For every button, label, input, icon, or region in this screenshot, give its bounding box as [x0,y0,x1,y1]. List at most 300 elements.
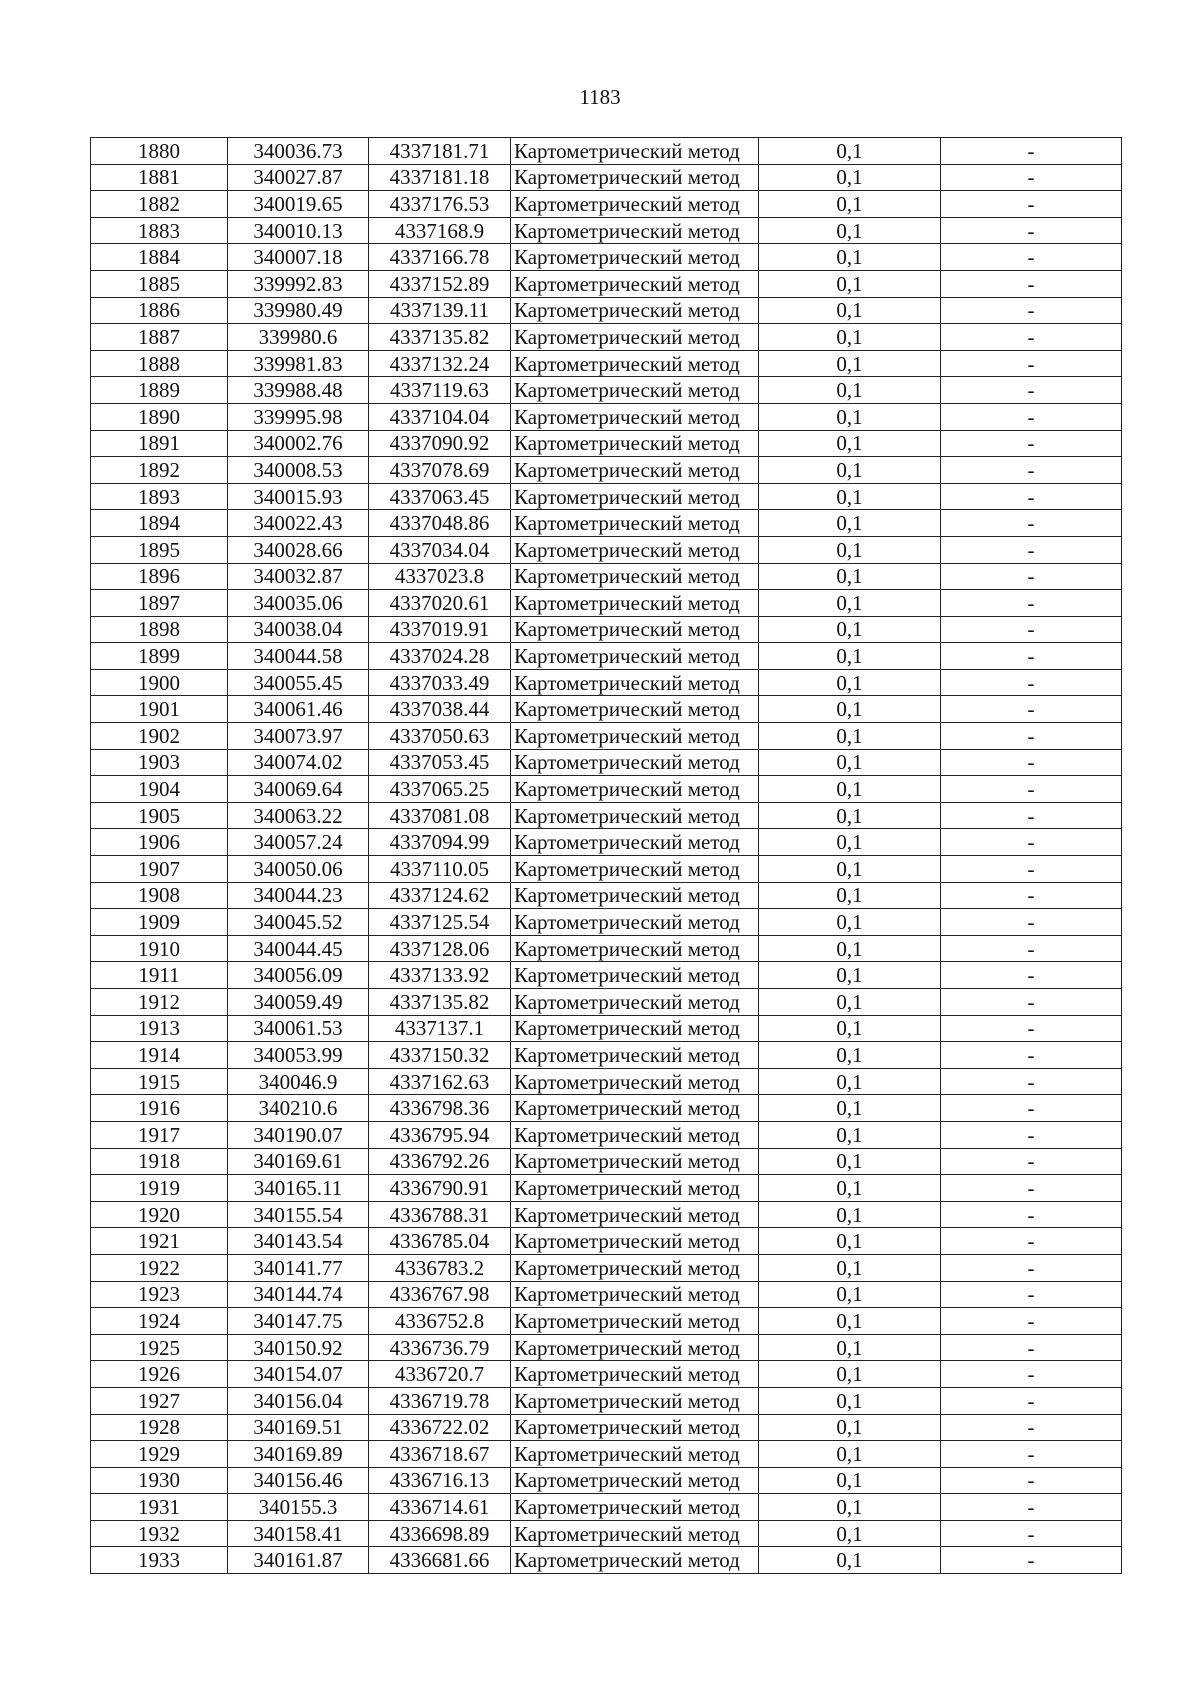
table-row [91,430,1122,457]
table-row [91,669,1122,696]
method-cell: Картометрический метод [511,1121,759,1148]
accuracy-cell: 0,1 [759,1095,941,1122]
table-row [91,217,1122,244]
note-cell: - [941,1547,1122,1574]
note-cell: - [941,882,1122,909]
x-coordinate-cell: 340038.04 [228,616,369,643]
table-row [91,1494,1122,1521]
point-number-cell: 1922 [91,1254,228,1281]
accuracy-cell: 0,1 [759,802,941,829]
method-cell: Картометрический метод [511,244,759,271]
accuracy-cell: 0,1 [759,1361,941,1388]
x-coordinate-cell: 340061.53 [228,1015,369,1042]
accuracy-cell: 0,1 [759,1254,941,1281]
accuracy-cell: 0,1 [759,1414,941,1441]
table-row [91,297,1122,324]
y-coordinate-cell: 4337063.45 [369,483,511,510]
method-cell: Картометрический метод [511,217,759,244]
point-number-cell: 1930 [91,1467,228,1494]
y-coordinate-cell: 4337024.28 [369,643,511,670]
point-number-cell: 1904 [91,776,228,803]
y-coordinate-cell: 4337162.63 [369,1068,511,1095]
point-number-cell: 1890 [91,403,228,430]
y-coordinate-cell: 4336681.66 [369,1547,511,1574]
point-number-cell: 1910 [91,935,228,962]
method-cell: Картометрический метод [511,1254,759,1281]
x-coordinate-cell: 340050.06 [228,856,369,883]
note-cell: - [941,829,1122,856]
point-number-cell: 1882 [91,191,228,218]
point-number-cell: 1881 [91,164,228,191]
table-row [91,138,1122,165]
note-cell: - [941,1228,1122,1255]
y-coordinate-cell: 4337166.78 [369,244,511,271]
x-coordinate-cell: 340156.04 [228,1387,369,1414]
method-cell: Картометрический метод [511,324,759,351]
x-coordinate-cell: 340169.89 [228,1441,369,1468]
method-cell: Картометрический метод [511,536,759,563]
table-row [91,590,1122,617]
note-cell: - [941,164,1122,191]
point-number-cell: 1923 [91,1281,228,1308]
point-number-cell: 1917 [91,1121,228,1148]
accuracy-cell: 0,1 [759,882,941,909]
point-number-cell: 1914 [91,1042,228,1069]
method-cell: Картометрический метод [511,1387,759,1414]
table-row [91,510,1122,537]
x-coordinate-cell: 340169.61 [228,1148,369,1175]
point-number-cell: 1916 [91,1095,228,1122]
accuracy-cell: 0,1 [759,696,941,723]
x-coordinate-cell: 340022.43 [228,510,369,537]
x-coordinate-cell: 340028.66 [228,536,369,563]
table-row [91,1414,1122,1441]
y-coordinate-cell: 4337152.89 [369,270,511,297]
point-number-cell: 1924 [91,1308,228,1335]
method-cell: Картометрический метод [511,191,759,218]
point-number-cell: 1894 [91,510,228,537]
method-cell: Картометрический метод [511,1520,759,1547]
y-coordinate-cell: 4337137.1 [369,1015,511,1042]
method-cell: Картометрический метод [511,669,759,696]
note-cell: - [941,1308,1122,1335]
note-cell: - [941,1334,1122,1361]
method-cell: Картометрический метод [511,776,759,803]
note-cell: - [941,536,1122,563]
method-cell: Картометрический метод [511,1334,759,1361]
y-coordinate-cell: 4337135.82 [369,989,511,1016]
point-number-cell: 1880 [91,138,228,165]
accuracy-cell: 0,1 [759,643,941,670]
y-coordinate-cell: 4337128.06 [369,935,511,962]
point-number-cell: 1928 [91,1414,228,1441]
point-number-cell: 1884 [91,244,228,271]
accuracy-cell: 0,1 [759,1334,941,1361]
note-cell: - [941,324,1122,351]
note-cell: - [941,510,1122,537]
accuracy-cell: 0,1 [759,989,941,1016]
note-cell: - [941,1095,1122,1122]
note-cell: - [941,1148,1122,1175]
y-coordinate-cell: 4337020.61 [369,590,511,617]
table-row [91,1148,1122,1175]
accuracy-cell: 0,1 [759,776,941,803]
x-coordinate-cell: 340143.54 [228,1228,369,1255]
y-coordinate-cell: 4336792.26 [369,1148,511,1175]
y-coordinate-cell: 4336785.04 [369,1228,511,1255]
note-cell: - [941,909,1122,936]
table-row [91,1254,1122,1281]
coordinates-table-body [91,138,1122,1574]
table-row [91,1228,1122,1255]
method-cell: Картометрический метод [511,1175,759,1202]
y-coordinate-cell: 4337150.32 [369,1042,511,1069]
table-row [91,749,1122,776]
x-coordinate-cell: 340155.54 [228,1201,369,1228]
x-coordinate-cell: 340046.9 [228,1068,369,1095]
method-cell: Картометрический метод [511,510,759,537]
point-number-cell: 1909 [91,909,228,936]
point-number-cell: 1899 [91,643,228,670]
x-coordinate-cell: 340210.6 [228,1095,369,1122]
y-coordinate-cell: 4337048.86 [369,510,511,537]
accuracy-cell: 0,1 [759,1547,941,1574]
method-cell: Картометрический метод [511,1042,759,1069]
note-cell: - [941,1520,1122,1547]
method-cell: Картометрический метод [511,350,759,377]
accuracy-cell: 0,1 [759,590,941,617]
method-cell: Картометрический метод [511,483,759,510]
table-row [91,856,1122,883]
y-coordinate-cell: 4337019.91 [369,616,511,643]
note-cell: - [941,1467,1122,1494]
method-cell: Картометрический метод [511,297,759,324]
y-coordinate-cell: 4337181.18 [369,164,511,191]
accuracy-cell: 0,1 [759,1175,941,1202]
x-coordinate-cell: 340056.09 [228,962,369,989]
note-cell: - [941,138,1122,165]
point-number-cell: 1898 [91,616,228,643]
point-number-cell: 1911 [91,962,228,989]
accuracy-cell: 0,1 [759,244,941,271]
table-row [91,324,1122,351]
method-cell: Картометрический метод [511,430,759,457]
note-cell: - [941,669,1122,696]
x-coordinate-cell: 340035.06 [228,590,369,617]
x-coordinate-cell: 339980.49 [228,297,369,324]
y-coordinate-cell: 4336716.13 [369,1467,511,1494]
note-cell: - [941,483,1122,510]
method-cell: Картометрический метод [511,1361,759,1388]
x-coordinate-cell: 339995.98 [228,403,369,430]
accuracy-cell: 0,1 [759,483,941,510]
method-cell: Картометрический метод [511,989,759,1016]
method-cell: Картометрический метод [511,696,759,723]
method-cell: Картометрический метод [511,590,759,617]
y-coordinate-cell: 4337139.11 [369,297,511,324]
table-row [91,244,1122,271]
accuracy-cell: 0,1 [759,829,941,856]
accuracy-cell: 0,1 [759,377,941,404]
note-cell: - [941,244,1122,271]
accuracy-cell: 0,1 [759,962,941,989]
point-number-cell: 1915 [91,1068,228,1095]
table-row [91,1387,1122,1414]
accuracy-cell: 0,1 [759,1441,941,1468]
table-row [91,563,1122,590]
method-cell: Картометрический метод [511,802,759,829]
x-coordinate-cell: 340165.11 [228,1175,369,1202]
accuracy-cell: 0,1 [759,191,941,218]
note-cell: - [941,377,1122,404]
table-row [91,1547,1122,1574]
note-cell: - [941,935,1122,962]
y-coordinate-cell: 4336698.89 [369,1520,511,1547]
accuracy-cell: 0,1 [759,324,941,351]
accuracy-cell: 0,1 [759,536,941,563]
note-cell: - [941,1414,1122,1441]
table-row [91,643,1122,670]
accuracy-cell: 0,1 [759,1201,941,1228]
point-number-cell: 1907 [91,856,228,883]
note-cell: - [941,856,1122,883]
method-cell: Картометрический метод [511,403,759,430]
table-row [91,1334,1122,1361]
note-cell: - [941,962,1122,989]
table-row [91,483,1122,510]
point-number-cell: 1900 [91,669,228,696]
note-cell: - [941,1281,1122,1308]
point-number-cell: 1886 [91,297,228,324]
point-number-cell: 1932 [91,1520,228,1547]
method-cell: Картометрический метод [511,962,759,989]
note-cell: - [941,270,1122,297]
method-cell: Картометрический метод [511,164,759,191]
table-row [91,1175,1122,1202]
x-coordinate-cell: 340069.64 [228,776,369,803]
accuracy-cell: 0,1 [759,430,941,457]
accuracy-cell: 0,1 [759,164,941,191]
y-coordinate-cell: 4337119.63 [369,377,511,404]
table-row [91,616,1122,643]
x-coordinate-cell: 340027.87 [228,164,369,191]
y-coordinate-cell: 4336722.02 [369,1414,511,1441]
y-coordinate-cell: 4337050.63 [369,723,511,750]
note-cell: - [941,802,1122,829]
point-number-cell: 1885 [91,270,228,297]
point-number-cell: 1913 [91,1015,228,1042]
method-cell: Картометрический метод [511,935,759,962]
method-cell: Картометрический метод [511,1228,759,1255]
x-coordinate-cell: 340150.92 [228,1334,369,1361]
accuracy-cell: 0,1 [759,1015,941,1042]
accuracy-cell: 0,1 [759,909,941,936]
method-cell: Картометрический метод [511,829,759,856]
point-number-cell: 1931 [91,1494,228,1521]
y-coordinate-cell: 4337168.9 [369,217,511,244]
accuracy-cell: 0,1 [759,669,941,696]
note-cell: - [941,590,1122,617]
accuracy-cell: 0,1 [759,1387,941,1414]
x-coordinate-cell: 339981.83 [228,350,369,377]
method-cell: Картометрический метод [511,138,759,165]
point-number-cell: 1919 [91,1175,228,1202]
accuracy-cell: 0,1 [759,270,941,297]
note-cell: - [941,217,1122,244]
y-coordinate-cell: 4336783.2 [369,1254,511,1281]
method-cell: Картометрический метод [511,723,759,750]
accuracy-cell: 0,1 [759,856,941,883]
x-coordinate-cell: 340141.77 [228,1254,369,1281]
accuracy-cell: 0,1 [759,1068,941,1095]
table-row [91,962,1122,989]
note-cell: - [941,989,1122,1016]
y-coordinate-cell: 4337104.04 [369,403,511,430]
method-cell: Картометрический метод [511,1547,759,1574]
accuracy-cell: 0,1 [759,138,941,165]
y-coordinate-cell: 4337023.8 [369,563,511,590]
x-coordinate-cell: 340015.93 [228,483,369,510]
y-coordinate-cell: 4336752.8 [369,1308,511,1335]
y-coordinate-cell: 4337038.44 [369,696,511,723]
x-coordinate-cell: 340036.73 [228,138,369,165]
note-cell: - [941,457,1122,484]
method-cell: Картометрический метод [511,1148,759,1175]
method-cell: Картометрический метод [511,1494,759,1521]
table-row [91,1042,1122,1069]
note-cell: - [941,350,1122,377]
accuracy-cell: 0,1 [759,457,941,484]
method-cell: Картометрический метод [511,457,759,484]
accuracy-cell: 0,1 [759,1494,941,1521]
point-number-cell: 1895 [91,536,228,563]
point-number-cell: 1908 [91,882,228,909]
method-cell: Картометрический метод [511,270,759,297]
x-coordinate-cell: 340169.51 [228,1414,369,1441]
y-coordinate-cell: 4337125.54 [369,909,511,936]
y-coordinate-cell: 4337176.53 [369,191,511,218]
table-row [91,1441,1122,1468]
note-cell: - [941,749,1122,776]
accuracy-cell: 0,1 [759,935,941,962]
accuracy-cell: 0,1 [759,1281,941,1308]
table-row [91,1121,1122,1148]
x-coordinate-cell: 340010.13 [228,217,369,244]
accuracy-cell: 0,1 [759,217,941,244]
accuracy-cell: 0,1 [759,350,941,377]
point-number-cell: 1889 [91,377,228,404]
table-row [91,1201,1122,1228]
point-number-cell: 1926 [91,1361,228,1388]
y-coordinate-cell: 4336788.31 [369,1201,511,1228]
method-cell: Картометрический метод [511,882,759,909]
accuracy-cell: 0,1 [759,1148,941,1175]
y-coordinate-cell: 4337110.05 [369,856,511,883]
note-cell: - [941,1494,1122,1521]
accuracy-cell: 0,1 [759,1467,941,1494]
table-row [91,1308,1122,1335]
note-cell: - [941,1015,1122,1042]
method-cell: Картометрический метод [511,1467,759,1494]
x-coordinate-cell: 340055.45 [228,669,369,696]
accuracy-cell: 0,1 [759,1520,941,1547]
point-number-cell: 1901 [91,696,228,723]
note-cell: - [941,1254,1122,1281]
y-coordinate-cell: 4336720.7 [369,1361,511,1388]
table-row [91,909,1122,936]
y-coordinate-cell: 4336714.61 [369,1494,511,1521]
table-row [91,1095,1122,1122]
table-row [91,164,1122,191]
method-cell: Картометрический метод [511,643,759,670]
method-cell: Картометрический метод [511,1068,759,1095]
y-coordinate-cell: 4337090.92 [369,430,511,457]
accuracy-cell: 0,1 [759,616,941,643]
x-coordinate-cell: 340059.49 [228,989,369,1016]
method-cell: Картометрический метод [511,1441,759,1468]
x-coordinate-cell: 339988.48 [228,377,369,404]
y-coordinate-cell: 4337094.99 [369,829,511,856]
y-coordinate-cell: 4336719.78 [369,1387,511,1414]
note-cell: - [941,430,1122,457]
y-coordinate-cell: 4336798.36 [369,1095,511,1122]
note-cell: - [941,1042,1122,1069]
table-row [91,1015,1122,1042]
note-cell: - [941,297,1122,324]
x-coordinate-cell: 340073.97 [228,723,369,750]
x-coordinate-cell: 340154.07 [228,1361,369,1388]
table-row [91,270,1122,297]
method-cell: Картометрический метод [511,1201,759,1228]
accuracy-cell: 0,1 [759,297,941,324]
x-coordinate-cell: 339980.6 [228,324,369,351]
point-number-cell: 1902 [91,723,228,750]
x-coordinate-cell: 340190.07 [228,1121,369,1148]
note-cell: - [941,191,1122,218]
point-number-cell: 1933 [91,1547,228,1574]
accuracy-cell: 0,1 [759,1228,941,1255]
note-cell: - [941,1441,1122,1468]
point-number-cell: 1883 [91,217,228,244]
y-coordinate-cell: 4337132.24 [369,350,511,377]
table-row [91,802,1122,829]
coordinates-table [90,137,1122,1574]
method-cell: Картометрический метод [511,616,759,643]
method-cell: Картометрический метод [511,1095,759,1122]
accuracy-cell: 0,1 [759,510,941,537]
method-cell: Картометрический метод [511,377,759,404]
note-cell: - [941,563,1122,590]
x-coordinate-cell: 340045.52 [228,909,369,936]
x-coordinate-cell: 340007.18 [228,244,369,271]
point-number-cell: 1912 [91,989,228,1016]
y-coordinate-cell: 4337034.04 [369,536,511,563]
y-coordinate-cell: 4336718.67 [369,1441,511,1468]
table-row [91,1520,1122,1547]
accuracy-cell: 0,1 [759,403,941,430]
table-row [91,882,1122,909]
table-row [91,723,1122,750]
method-cell: Картометрический метод [511,1281,759,1308]
method-cell: Картометрический метод [511,856,759,883]
table-row [91,935,1122,962]
y-coordinate-cell: 4337053.45 [369,749,511,776]
table-row [91,989,1122,1016]
method-cell: Картометрический метод [511,1414,759,1441]
note-cell: - [941,1201,1122,1228]
y-coordinate-cell: 4336767.98 [369,1281,511,1308]
table-row [91,403,1122,430]
